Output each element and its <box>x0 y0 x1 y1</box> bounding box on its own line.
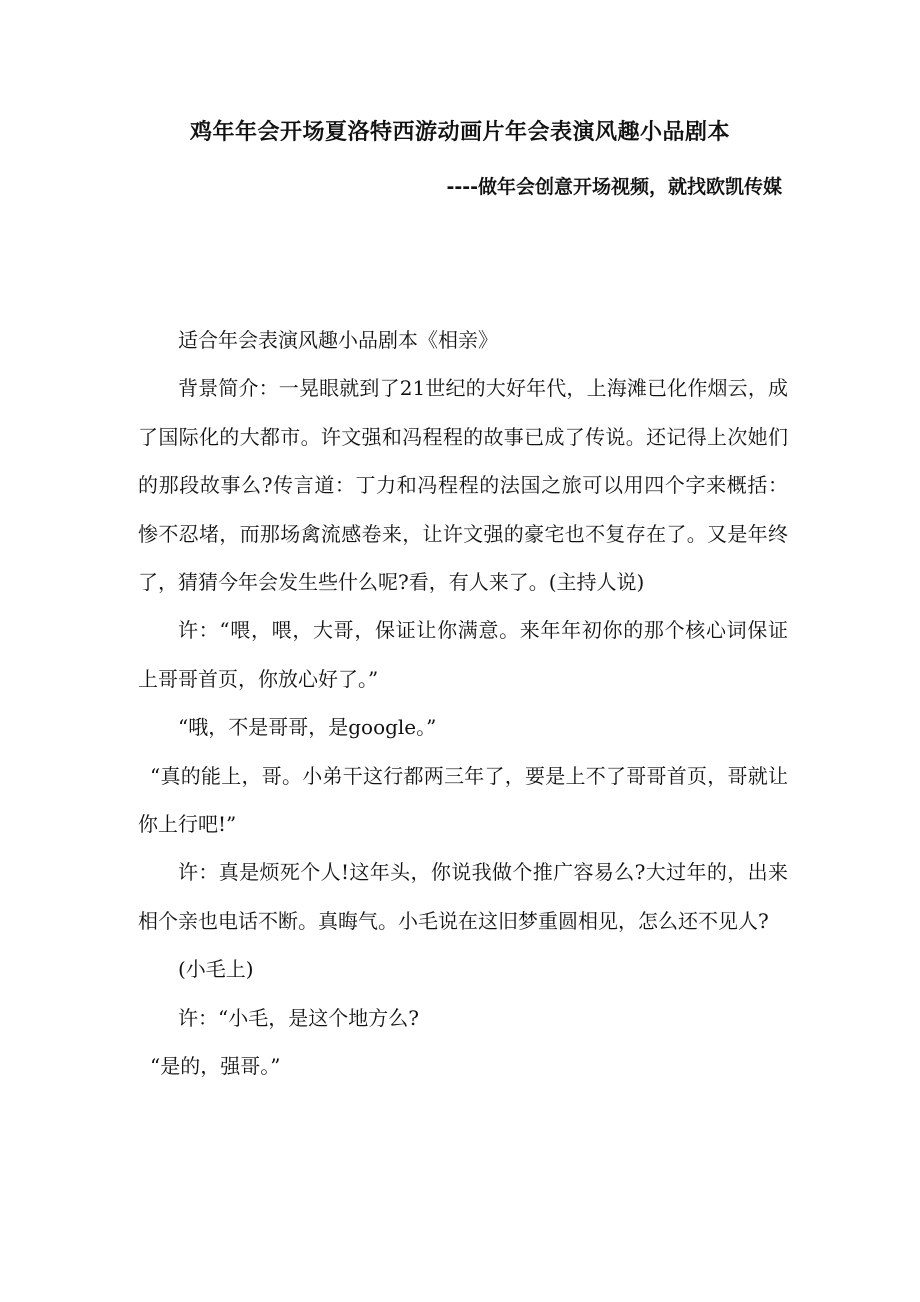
document-subtitle: ----做年会创意开场视频，就找欧凯传媒 <box>446 176 782 198</box>
paragraph-background: 背景简介：一晃眼就到了21世纪的大好年代，上海滩已化作烟云，成了国际化的大都市。许文强和冯程程的故事已成了传说。还记得上次她们的那段故事么?传言道：丁力和冯程程的法国之旅可以用四个字来概括：惨不忍堵，而那场禽流感卷来，让许文强的豪宅也不复存在了。又是年终了，猜猜今年会发生些什么呢?看，有人来了。(主持人说) <box>138 376 788 595</box>
document-title: 鸡年年会开场夏洛特西游动画片年会表演风趣小品剧本 <box>189 120 730 145</box>
paragraph-dialogue: 许：“小毛，是这个地方么? <box>178 1005 419 1030</box>
paragraph-script-title: 适合年会表演风趣小品剧本《相亲》 <box>178 328 498 352</box>
paragraph-stage-direction: (小毛上) <box>178 957 254 982</box>
paragraph-dialogue: “真的能上，哥。小弟干这行都两三年了，要是上不了哥哥首页，哥就让你上行吧!” <box>138 763 788 837</box>
paragraph-dialogue: “是的，强哥。” <box>150 1054 281 1079</box>
paragraph-monologue: 许：真是烦死个人!这年头，你说我做个推广容易么?大过年的，出来相个亲也电话不断。真晦气。小毛说在这旧梦重圆相见，怎么还不见人? <box>138 860 788 933</box>
document-body <box>138 316 788 1091</box>
paragraph-dialogue: “哦，不是哥哥，是google。” <box>178 715 437 740</box>
paragraph-dialogue: 许：“喂，喂，大哥，保证让你满意。来年年初你的那个核心词保证上哥哥首页，你放心好了。” <box>138 618 788 691</box>
